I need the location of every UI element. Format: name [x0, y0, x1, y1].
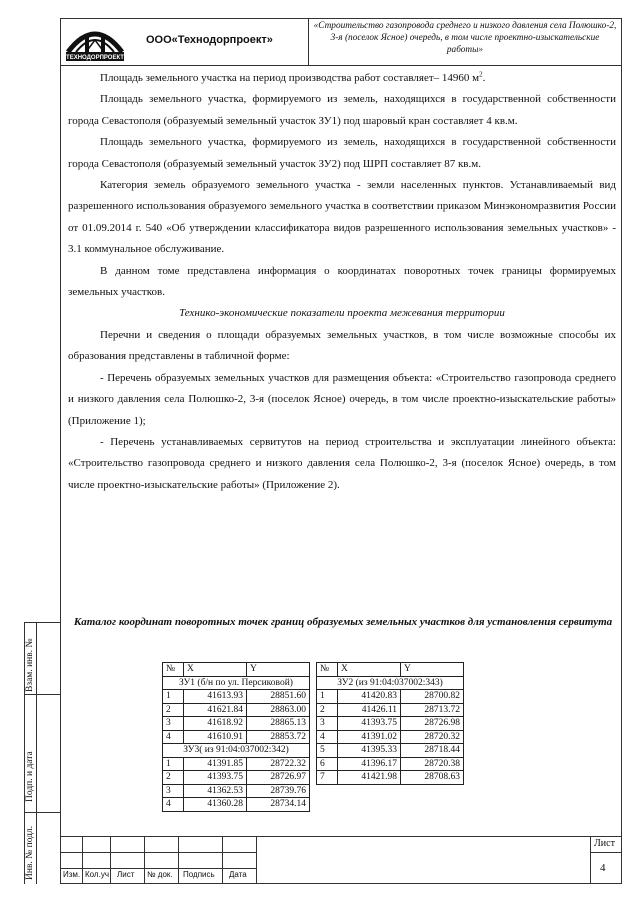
coordinates-table-left: [162, 662, 310, 812]
cell-x: 41618.92: [184, 717, 247, 731]
cell-y: 28700.82: [401, 690, 464, 704]
cell-y: 28718.44: [401, 744, 464, 758]
table-row: [317, 703, 464, 717]
cell-y: 28865.13: [247, 717, 310, 731]
group-zu3: ЗУ3( из 91:04:037002:342): [163, 744, 310, 758]
table-row: [163, 784, 310, 798]
cell-x: 41391.02: [338, 730, 401, 744]
cell-y: 28853.72: [247, 730, 310, 744]
table-group-row: [317, 676, 464, 690]
header-divider: [308, 18, 309, 66]
cell-no: 4: [163, 730, 184, 744]
cell-x: 41391.85: [184, 757, 247, 771]
side-stamp: [24, 622, 60, 884]
cell-no: 5: [317, 744, 338, 758]
stamp-label-podpis: Подпись: [183, 870, 215, 879]
col-header-y: Y: [247, 663, 310, 677]
col-header-no: №: [163, 663, 184, 677]
cell-no: 4: [163, 798, 184, 812]
table-group-row: [163, 744, 310, 758]
cell-x: 41396.17: [338, 757, 401, 771]
title-block-col-line: [222, 836, 223, 884]
cell-no: 1: [163, 757, 184, 771]
stamp-label-kol: Кол.уч: [85, 870, 109, 879]
stamp-label-izm: Изм.: [63, 870, 81, 879]
col-header-x: X: [338, 663, 401, 677]
side-stamp-row-line: [24, 694, 60, 695]
title-block-col-line: [82, 836, 83, 884]
section-subtitle: Технико-экономические показатели проекта межевания территории: [179, 307, 505, 320]
sheet-label: Лист: [594, 838, 615, 849]
table-row: [163, 798, 310, 812]
cell-y: 28708.63: [401, 771, 464, 785]
cell-no: 1: [317, 690, 338, 704]
cell-no: 2: [163, 771, 184, 785]
cell-y: 28739.76: [247, 784, 310, 798]
paragraph-area: Площадь земельного участка на период производства работ составляет– 14960 $м^2$.: [100, 70, 486, 84]
side-label-inv: Инв. № подл.: [25, 825, 35, 880]
cell-no: 4: [317, 730, 338, 744]
title-block-row-line: [60, 868, 256, 869]
cell-x: 41613.93: [184, 690, 247, 704]
cell-no: 7: [317, 771, 338, 785]
catalog-title: Каталог координат поворотных точек границ образуемых земельных участков для установления сервитута: [73, 616, 613, 628]
cell-no: 3: [163, 784, 184, 798]
cell-y: 28720.38: [401, 757, 464, 771]
title-block: [60, 836, 622, 884]
cell-x: 41421.98: [338, 771, 401, 785]
table-row: [317, 744, 464, 758]
table-row: [163, 730, 310, 744]
company-name: ООО«Технодорпроект»: [146, 34, 273, 46]
table-row: [163, 703, 310, 717]
table-row: [317, 717, 464, 731]
stamp-label-list: Лист: [117, 870, 135, 879]
table-row: [317, 757, 464, 771]
cell-x: 41395.33: [338, 744, 401, 758]
cell-no: 6: [317, 757, 338, 771]
cell-x: 41420.83: [338, 690, 401, 704]
cell-no: 1: [163, 690, 184, 704]
cell-y: 28851.60: [247, 690, 310, 704]
cell-y: 28722.32: [247, 757, 310, 771]
title-block-row-line: [590, 852, 622, 853]
cell-y: 28726.98: [401, 717, 464, 731]
sheet-number: 4: [600, 862, 606, 874]
cell-y: 28726.97: [247, 771, 310, 785]
side-label-podp: Подп. и дата: [25, 751, 35, 802]
paragraph-lists: Перечни и сведения о площади образуемых земельных участков, в том числе возможные способы их образования представлены в табличной форме:: [68, 328, 616, 363]
group-zu2: ЗУ2 (из 91:04:037002:343): [317, 676, 464, 690]
cell-x: 41362.53: [184, 784, 247, 798]
document-body: [68, 68, 616, 496]
stamp-label-data: Дата: [229, 870, 247, 879]
table-row: [317, 771, 464, 785]
table-group-row: [163, 676, 310, 690]
title-block-col-line: [110, 836, 111, 884]
table-row: [163, 771, 310, 785]
cell-x: 41360.28: [184, 798, 247, 812]
cell-no: 2: [317, 703, 338, 717]
title-block-divider: [256, 836, 257, 884]
title-block-row-line: [60, 852, 256, 853]
table-row: [163, 690, 310, 704]
cell-y: 28720.32: [401, 730, 464, 744]
table-row: [163, 717, 310, 731]
paragraph-appendix-2: - Перечень устанавливаемых сервитутов на период строительства и эксплуатации линейного объекта: «Строительство газопровода среднего и низкого давления села Полюшко-2, 3-я (поселок Ясное) очередь, в том числе проектно-изыскательские работы» (Приложение 2).: [68, 435, 616, 491]
col-header-x: X: [184, 663, 247, 677]
table-header-row: [163, 663, 310, 677]
cell-x: 41610.91: [184, 730, 247, 744]
title-block-divider: [590, 836, 591, 884]
cell-x: 41621.84: [184, 703, 247, 717]
project-title: «Строительство газопровода среднего и низкого давления села Полюшко-2, 3-я (поселок Ясное) очередь, в том числе проектно-изыскательские работы»: [313, 21, 617, 55]
coordinates-table-right: [316, 662, 464, 785]
stamp-label-ndok: № док.: [147, 870, 173, 879]
paragraph-category: Категория земель образуемого земельного участка - земли населенных пунктов. Устанавливаемый вид разрешенного использования образуемого земельного участка в соответствии приказом Минэкономразвития России от 01.09.2014 г. 540 «Об утверждении классификатора видов разрешенного использования земельных участков» - 3.1 коммунальное обслуживание.: [68, 179, 616, 256]
cell-y: 28713.72: [401, 703, 464, 717]
table-row: [163, 757, 310, 771]
table-row: [317, 730, 464, 744]
cell-x: 41426.11: [338, 703, 401, 717]
paragraph-zu2: Площадь земельного участка, формируемого из земель, находящихся в государственной собственности города Севастополя (образуемый земельный участок ЗУ2) под ШРП составляет 87 кв.м.: [68, 136, 616, 170]
cell-x: 41393.75: [184, 771, 247, 785]
title-block-col-line: [144, 836, 145, 884]
paragraph-appendix-1: - Перечень образуемых земельных участков для размещения объекта: «Строительство газопровода среднего и низкого давления села Полюшко-2, 3-я (поселок Ясное) очередь, в том числе проектно-изыскательские работы» (Приложение 1);: [68, 371, 616, 427]
cell-x: 41393.75: [338, 717, 401, 731]
logo-text: ТЕХНОДОРПРОЕКТ: [66, 55, 124, 61]
col-header-no: №: [317, 663, 338, 677]
cell-no: 3: [317, 717, 338, 731]
table-header-row: [317, 663, 464, 677]
side-label-vzam: Взам. инв. №: [25, 638, 35, 692]
col-header-y: Y: [401, 663, 464, 677]
cell-y: 28863.00: [247, 703, 310, 717]
group-zu1: ЗУ1 (б/н по ул. Персиковой): [163, 676, 310, 690]
table-row: [317, 690, 464, 704]
cell-y: 28734.14: [247, 798, 310, 812]
cell-no: 3: [163, 717, 184, 731]
paragraph-coordinates: В данном томе представлена информация о координатах поворотных точек границы формируемых земельных участков.: [68, 264, 616, 299]
title-block-col-line: [178, 836, 179, 884]
company-logo: [64, 22, 126, 64]
paragraph-zu1: Площадь земельного участка, формируемого из земель, находящихся в государственной собственности города Севастополя (образуемый земельный участок ЗУ1) под шаровый кран составляет 4 кв.м.: [68, 93, 616, 127]
cell-no: 2: [163, 703, 184, 717]
side-stamp-row-line: [24, 812, 60, 813]
side-stamp-divider: [36, 622, 37, 884]
